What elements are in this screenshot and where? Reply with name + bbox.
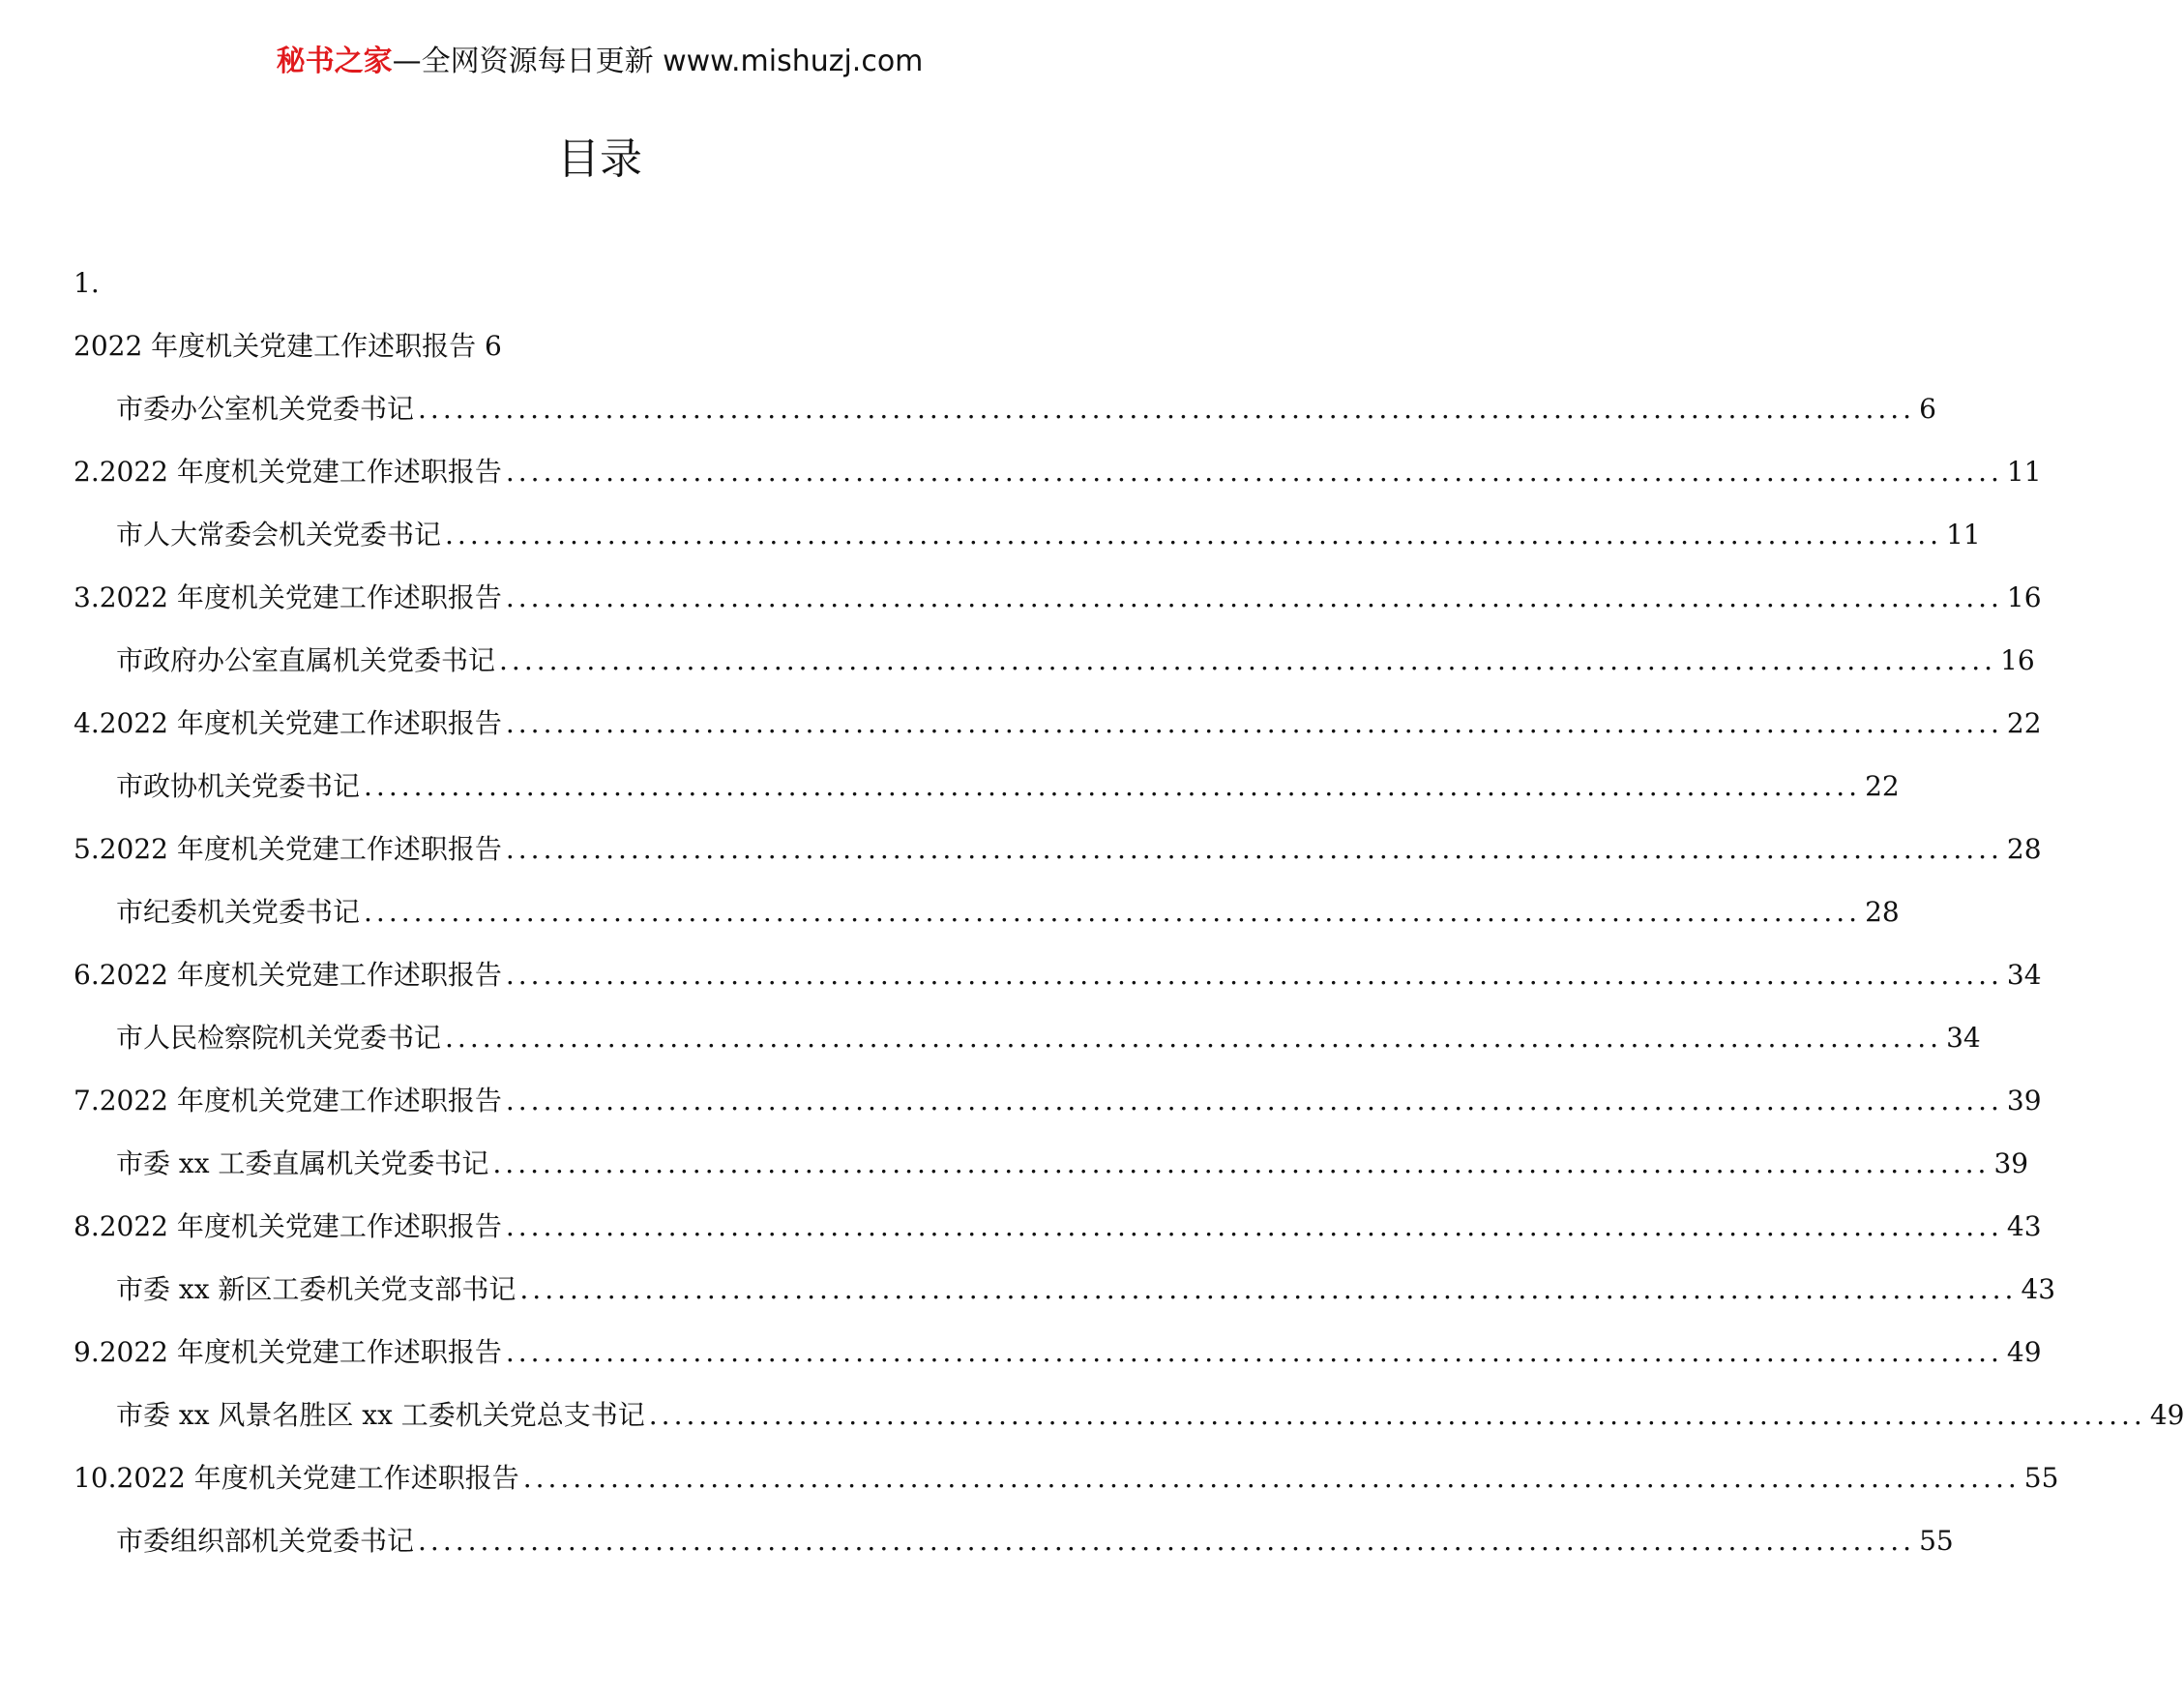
toc-entry[interactable] — [74, 440, 2042, 503]
toc-entry[interactable] — [74, 1321, 2042, 1384]
dot-leader: ........................................................................................................................ — [505, 832, 2003, 865]
toc-entry-text: 6.2022 年度机关党建工作述职报告 — [74, 958, 502, 991]
toc-entry-text: 市委办公室机关党委书记 — [116, 392, 415, 425]
toc-entry-text: 8.2022 年度机关党建工作述职报告 — [74, 1209, 502, 1242]
page-title: 目录 — [557, 134, 642, 184]
dot-leader: ........................................................................................................................ — [522, 1461, 2021, 1494]
dot-leader: ........................................................................................................................ — [505, 706, 2003, 739]
toc-entry[interactable] — [74, 503, 1981, 566]
toc-entry[interactable] — [74, 755, 1900, 818]
brand-name: 秘书之家 — [276, 45, 393, 78]
dot-leader: ........................................................................................................................ — [648, 1398, 2146, 1431]
toc-entry-page: 6 — [1919, 392, 1936, 425]
dot-leader: ........................................................................................................................ — [519, 1272, 2018, 1305]
toc-entry[interactable] — [74, 692, 2042, 755]
toc-entry[interactable] — [74, 1258, 2056, 1321]
toc-entry-page: 43 — [2021, 1272, 2056, 1305]
toc-entry-page: 34 — [2006, 958, 2042, 991]
dot-leader: ........................................................................................................................ — [418, 392, 1916, 425]
toc-entry[interactable] — [74, 943, 2042, 1006]
toc-entry-page: 16 — [2006, 581, 2042, 613]
toc-entry-text: 市政府办公室直属机关党委书记 — [116, 643, 496, 676]
toc-entry-text: 市人民检察院机关党委书记 — [116, 1021, 442, 1054]
toc-entry-page: 49 — [2006, 1335, 2042, 1368]
toc-entry-page: 43 — [2006, 1209, 2042, 1242]
table-of-contents — [74, 252, 2184, 1572]
toc-entry-page: 28 — [1865, 895, 1900, 928]
dot-leader: ........................................................................................................................ — [418, 1524, 1916, 1557]
dot-leader: ........................................................................................................................ — [499, 643, 1997, 676]
header-tagline: —全网资源每日更新 www.mishuzj.com — [392, 45, 924, 78]
toc-entry-text: 市委 xx 风景名胜区 xx 工委机关党总支书记 — [116, 1398, 645, 1431]
toc-entry-text: 2.2022 年度机关党建工作述职报告 — [74, 455, 502, 488]
toc-entry[interactable] — [74, 629, 2035, 692]
toc-entry[interactable] — [74, 818, 2042, 880]
toc-entry-text: 4.2022 年度机关党建工作述职报告 — [74, 706, 502, 739]
toc-entry-text: 市政协机关党委书记 — [116, 769, 361, 802]
dot-leader: ........................................................................................................................ — [505, 455, 2003, 488]
toc-entry-text: 10.2022 年度机关党建工作述职报告 — [74, 1461, 519, 1494]
toc-entry[interactable] — [74, 1509, 1954, 1572]
toc-entry-page: 34 — [1946, 1021, 1981, 1054]
toc-entry[interactable] — [74, 1006, 1981, 1069]
toc-entry-page: 55 — [2023, 1461, 2059, 1494]
dot-leader: ........................................................................................................................ — [492, 1146, 1991, 1179]
toc-entry-text: 市委 xx 工委直属机关党委书记 — [116, 1146, 489, 1179]
toc-entry-page: 39 — [1993, 1146, 2029, 1179]
toc-entry-page: 22 — [2006, 706, 2042, 739]
dot-leader: ........................................................................................................................ — [505, 1335, 2003, 1368]
dot-leader: ........................................................................................................................ — [505, 1209, 2003, 1242]
toc-entry-text: 7.2022 年度机关党建工作述职报告 — [74, 1084, 502, 1116]
toc-entry[interactable] — [74, 1132, 2029, 1195]
toc-entry-text: 市委组织部机关党委书记 — [116, 1524, 415, 1557]
toc-entry-page: 55 — [1919, 1524, 1954, 1557]
toc-entry-text: 3.2022 年度机关党建工作述职报告 — [74, 581, 502, 613]
toc-entry[interactable] — [74, 1069, 2042, 1132]
toc-entry-text: 市人大常委会机关党委书记 — [116, 518, 442, 551]
toc-entry-text: 市委 xx 新区工委机关党支部书记 — [116, 1272, 516, 1305]
toc-entry-page: 11 — [1946, 518, 1981, 551]
toc-entry-text: 5.2022 年度机关党建工作述职报告 — [74, 832, 502, 865]
dot-leader: ........................................................................................................................ — [364, 895, 1862, 928]
dot-leader: ........................................................................................................................ — [364, 769, 1862, 802]
toc-entry-page: 28 — [2006, 832, 2042, 865]
site-header — [0, 41, 1199, 83]
dot-leader: ........................................................................................................................ — [505, 581, 2003, 613]
toc-entry-page: 49 — [2149, 1398, 2184, 1431]
toc-entry[interactable] — [74, 1195, 2042, 1258]
toc-entry-page: 11 — [2006, 455, 2042, 488]
dot-leader: ........................................................................................................................ — [505, 958, 2003, 991]
toc-entry[interactable] — [74, 880, 1900, 943]
toc-entry[interactable] — [74, 377, 1936, 440]
toc-entry-text: 9.2022 年度机关党建工作述职报告 — [74, 1335, 502, 1368]
toc-entry[interactable] — [74, 1384, 2184, 1446]
toc-entry-page: 39 — [2006, 1084, 2042, 1116]
dot-leader: ........................................................................................................................ — [445, 1021, 1943, 1054]
toc-entry[interactable] — [74, 1446, 2059, 1509]
toc-entry-text: 市纪委机关党委书记 — [116, 895, 361, 928]
dot-leader: ........................................................................................................................ — [505, 1084, 2003, 1116]
toc-entry-page: 16 — [2000, 643, 2035, 676]
toc-entry-page: 22 — [1865, 769, 1900, 802]
toc-item-number: 1. — [74, 266, 100, 299]
toc-entry[interactable] — [74, 566, 2042, 629]
toc-item-heading: 2022 年度机关党建工作述职报告 6 — [74, 329, 502, 362]
dot-leader: ........................................................................................................................ — [445, 518, 1943, 551]
